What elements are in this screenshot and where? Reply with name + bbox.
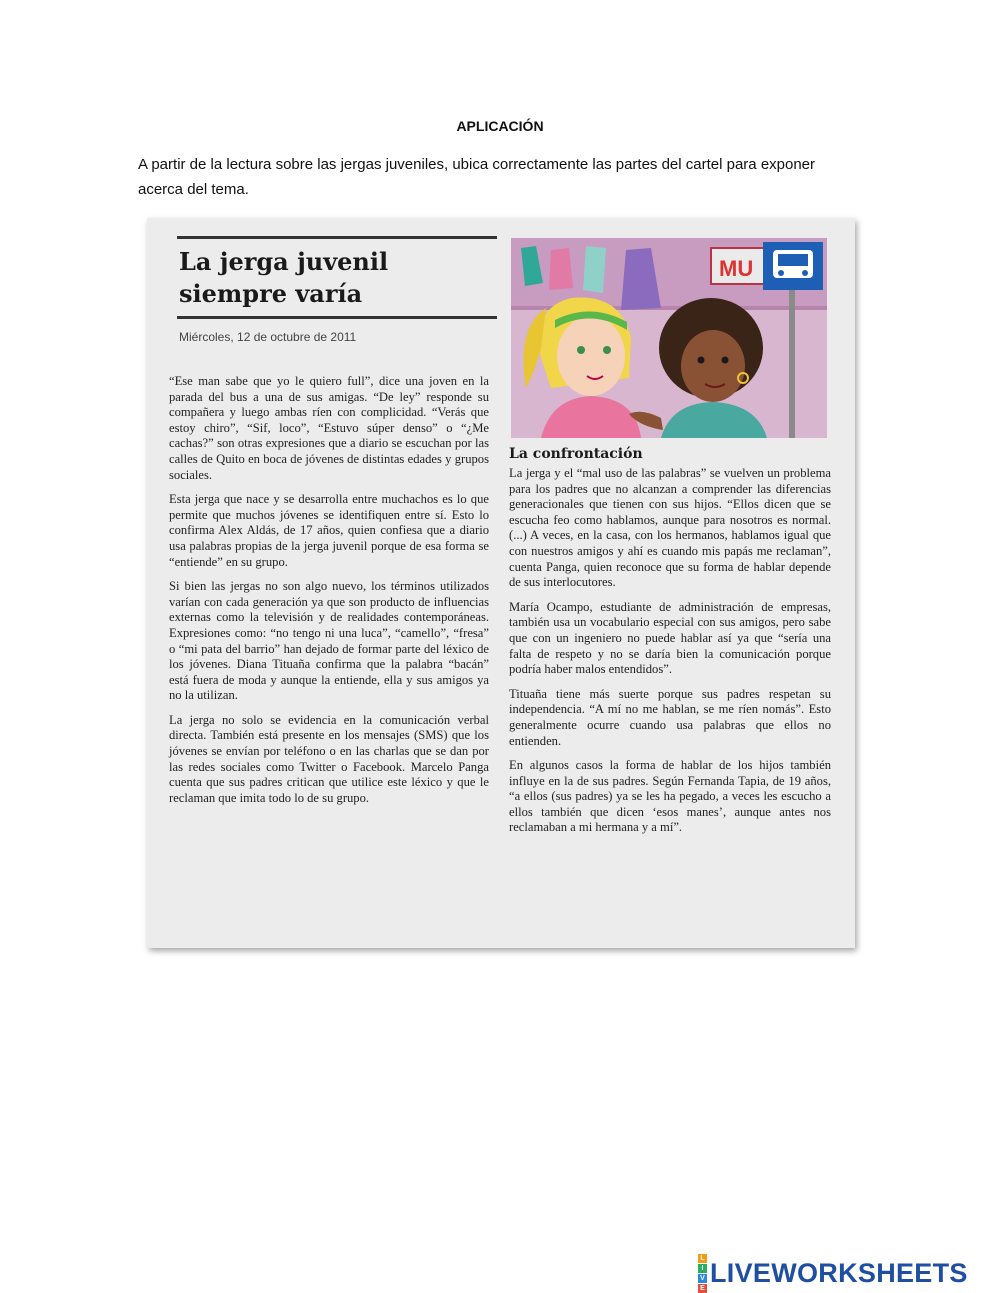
paragraph: María Ocampo, estudiante de administración de empresas, también usa un vocabulario especial con sus amigos, pero sabe que con un ingeniero no puede hablar así ya que “sería una falta de respeto y no se daría bien la comunicación porque podría haber malos entendidos”. bbox=[509, 599, 831, 677]
headline-line-1: La jerga juvenil bbox=[179, 247, 389, 276]
logo-block: L bbox=[698, 1254, 707, 1263]
section-subheading: La confrontación bbox=[509, 446, 643, 462]
liveworksheets-logo bbox=[698, 1254, 968, 1293]
article-column-1 bbox=[169, 374, 489, 815]
article-date: Miércoles, 12 de octubre de 2011 bbox=[179, 330, 357, 344]
newspaper-clipping bbox=[147, 218, 855, 948]
logo-block: E bbox=[698, 1284, 707, 1293]
logo-block: V bbox=[698, 1274, 707, 1283]
shop-sign: MU bbox=[719, 256, 754, 281]
logo-block: I bbox=[698, 1264, 707, 1273]
paragraph: Si bien las jergas no son algo nuevo, los términos utilizados varían con cada generación ya que son producto de influencias externas como la televisión y de realidades contemporáneas. Expresiones como: “no tengo ni una luca”, “camello”, “fresa” o “mi pata del barrio” han dejado de formar parte del léxico de los jóvenes. Diana Tituaña confirma que la palabra “bacán” está fuera de moda y aunque la entiende, ella y sus amigos ya no la utilizan. bbox=[169, 579, 489, 703]
bottom-rule bbox=[177, 316, 497, 319]
paragraph: La jerga no solo se evidencia en la comunicación verbal directa. También está presente en los mensajes (SMS) que los jóvenes se envían por teléfono o en las charlas que se dan por las redes sociales como Twitter o Facebook. Marcelo Panga cuenta que sus padres critican que utilice este léxico y que le reclaman que imita todo lo de su grupo. bbox=[169, 712, 489, 805]
logo-blocks bbox=[698, 1254, 707, 1293]
paragraph: “Ese man sabe que yo le quiero full”, dice una joven en la parada del bus a una de sus amigas. “De ley” responde su compañera y luego ambas ríen con complicidad. “Verás que estoy chiro”, “Sif, loco”, “Estuvo súper denso” o “¿Me cachas?” son otras expresiones que a diario se escuchan por las calles de Quito en boca de jóvenes de distintas edades y grupos sociales. bbox=[169, 374, 489, 482]
top-rule bbox=[177, 236, 497, 239]
paragraph: Esta jerga que nace y se desarrolla entre muchachos es lo que permite que muchos jóvenes se identifiquen entre sí. Esto lo confirma Alex Aldás, de 17 años, quien confiesa que a diario usa palabras propias de la jerga juvenil porque de esa forma se “entiende” en su grupo. bbox=[169, 492, 489, 569]
paragraph: La jerga y el “mal uso de las palabras” se vuelven un problema para los padres que no alcanzan a comprender las diferencias generacionales que tienen con sus hijos. “Ellos dicen que se escucha feo como hablamos, aunque para nosotros es normal. (...) A veces, en la casa, con los hermanos, hablamos igual que con nuestros amigos y ahí es cuando mis papás me reclaman”, cuenta Panga, quien reconoce que su forma de hablar depende de sus interlocutores. bbox=[509, 466, 831, 590]
article-column-2 bbox=[509, 466, 831, 845]
illustration-two-girls bbox=[511, 238, 827, 438]
page-heading: APLICACIÓN bbox=[456, 118, 544, 134]
logo-text: LIVEWORKSHEETS bbox=[710, 1258, 968, 1288]
instruction-text: A partir de la lectura sobre las jergas juveniles, ubica correctamente las partes del cartel para exponer acerca del tema. bbox=[138, 156, 816, 198]
paragraph: En algunos casos la forma de hablar de los hijos también influye en la de sus padres. Según Fernanda Tapia, de 19 años, “a ellos (sus padres) ya se les ha pegado, a veces les escucho a ellos también que dicen ‘esos manes’, aunque antes nos reclamaban a mi hermana y a mí”. bbox=[509, 758, 831, 835]
paragraph: Tituaña tiene más suerte porque sus padres respetan su independencia. “A mí no me hablan, se me ríen nomás”. Esto generalmente ocurre cuando usa palabras que ellos no entienden. bbox=[509, 686, 831, 748]
article-headline bbox=[179, 246, 479, 310]
headline-line-2: siempre varía bbox=[179, 279, 363, 308]
